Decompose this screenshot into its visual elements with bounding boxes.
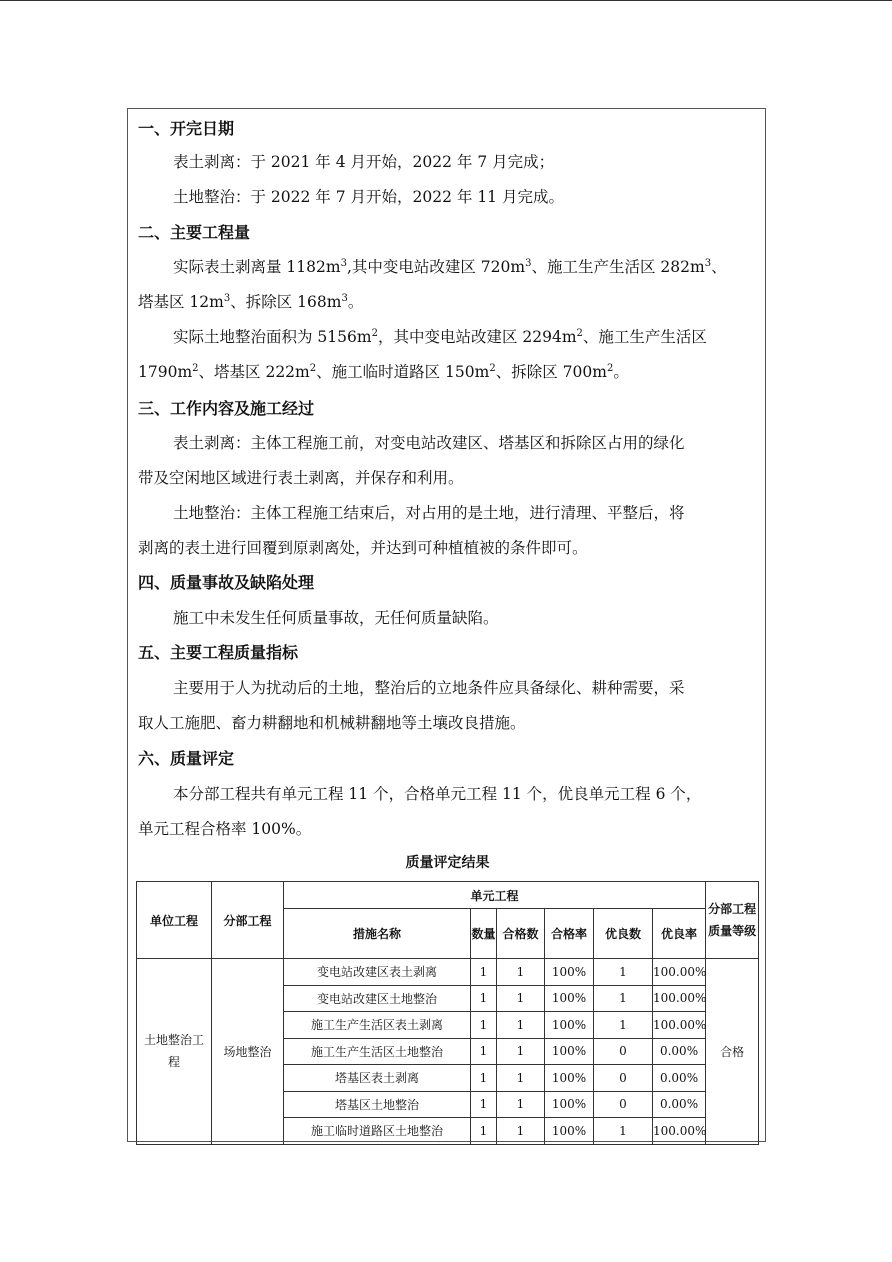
cell-count: 1 — [471, 959, 497, 986]
section-4-heading: 四、质量事故及缺陷处理 — [138, 573, 315, 592]
paragraph-line: 本分部工程共有单元工程 11 个，合格单元工程 11 个，优良单元工程 6 个， — [173, 785, 702, 803]
paragraph-line: 塔基区 $12m^3$、拆除区 $168m^3$。 — [138, 293, 364, 311]
cell-sub-project: 场地整治 — [212, 959, 284, 1145]
cell-pass: 1 — [497, 1065, 545, 1092]
section-2-heading: 二、主要工程量 — [138, 223, 251, 242]
cell-pass-rate: 100% — [545, 1091, 594, 1118]
cell-pass-rate: 100% — [545, 1012, 594, 1039]
paragraph-line: 实际表土剥离量 $1182m^3$,其中变电站改建区 $720m^3$、施工生产生活区 $282m^3$、 — [173, 258, 727, 276]
cell-measure: 施工生产生活区表土剥离 — [284, 1012, 471, 1039]
paragraph-line: $1790m^2$、塔基区 $222m^2$、施工临时道路区 $150m^2$、拆除区 $700m^2$。 — [138, 363, 629, 381]
cell-count: 1 — [471, 1012, 497, 1039]
paragraph-line: 施工中未发生任何质量事故，无任何质量缺陷。 — [173, 609, 499, 627]
cell-measure: 变电站改建区土地整治 — [284, 985, 471, 1012]
table-body — [137, 959, 759, 1145]
cell-excellent-rate: 0.00% — [653, 1065, 706, 1092]
cell-excellent-rate: 100.00% — [653, 1012, 706, 1039]
table-caption: 质量评定结果 — [405, 855, 490, 871]
header-count: 数量 — [471, 909, 497, 959]
section-1-heading: 一、开完日期 — [138, 119, 235, 138]
cell-pass: 1 — [497, 1091, 545, 1118]
section-4-body — [138, 601, 793, 636]
cell-excellent-rate: 0.00% — [653, 1091, 706, 1118]
cell-pass-rate: 100% — [545, 1118, 594, 1145]
table-row — [137, 959, 759, 986]
section-3-body — [138, 426, 758, 566]
section-5-heading: 五、主要工程质量指标 — [138, 643, 299, 662]
paragraph-line: 土地整治：主体工程施工结束后，对占用的是土地，进行清理、平整后，将 — [173, 504, 685, 522]
header-measure: 措施名称 — [284, 909, 471, 959]
paragraph-line: 实际土地整治面积为 $5156m^2$，其中变电站改建区 $2294m^2$、施工生产生活区 — [173, 328, 707, 346]
cell-pass: 1 — [497, 1118, 545, 1145]
section-1-body — [138, 145, 793, 215]
cell-pass-rate: 100% — [545, 1065, 594, 1092]
report-frame — [127, 108, 766, 1142]
paragraph: 表土剥离：于 2021 年 4 月开始，2022 年 7 月完成； — [173, 153, 555, 171]
header-grade: 分部工程质量等级 — [706, 882, 759, 959]
cell-pass-rate: 100% — [545, 985, 594, 1012]
cell-pass-rate: 100% — [545, 1038, 594, 1065]
cell-excellent-rate: 100.00% — [653, 1118, 706, 1145]
cell-count: 1 — [471, 1118, 497, 1145]
cell-count: 1 — [471, 1065, 497, 1092]
paragraph: 土地整治：于 2022 年 7 月开始，2022 年 11 月完成。 — [173, 188, 564, 206]
cell-pass: 1 — [497, 959, 545, 986]
section-2-body — [138, 250, 758, 390]
section-5-body — [138, 671, 758, 741]
cell-excellent-rate: 100.00% — [653, 959, 706, 986]
cell-grade: 合格 — [706, 959, 759, 1145]
cell-excellent-rate: 100.00% — [653, 985, 706, 1012]
section-6-body — [138, 777, 758, 847]
cell-excellent: 1 — [594, 985, 653, 1012]
cell-excellent: 1 — [594, 1012, 653, 1039]
cell-measure: 塔基区表土剥离 — [284, 1065, 471, 1092]
header-unit-project: 单位工程 — [137, 882, 212, 959]
page-top-border — [0, 0, 892, 1]
header-pass-rate: 合格率 — [545, 909, 594, 959]
paragraph-line: 取人工施肥、畜力耕翻地和机械耕翻地等土壤改良措施。 — [138, 714, 526, 732]
cell-pass: 1 — [497, 1012, 545, 1039]
cell-pass-rate: 100% — [545, 959, 594, 986]
cell-pass: 1 — [497, 1038, 545, 1065]
cell-measure: 施工生产生活区土地整治 — [284, 1038, 471, 1065]
cell-excellent: 0 — [594, 1065, 653, 1092]
cell-measure: 塔基区土地整治 — [284, 1091, 471, 1118]
cell-excellent: 0 — [594, 1091, 653, 1118]
header-pass: 合格数 — [497, 909, 545, 959]
cell-count: 1 — [471, 1038, 497, 1065]
section-6-heading: 六、质量评定 — [138, 749, 235, 768]
paragraph-line: 剥离的表土进行回覆到原剥离处，并达到可种植植被的条件即可。 — [138, 539, 588, 557]
cell-measure: 变电站改建区表土剥离 — [284, 959, 471, 986]
quality-assessment-table — [136, 881, 759, 1145]
paragraph-line: 主要用于人为扰动后的土地，整治后的立地条件应具备绿化、耕种需要，采 — [173, 679, 685, 697]
header-element-project: 单元工程 — [284, 882, 706, 909]
cell-pass: 1 — [497, 985, 545, 1012]
section-3-heading: 三、工作内容及施工经过 — [138, 399, 315, 418]
cell-measure: 施工临时道路区土地整治 — [284, 1118, 471, 1145]
cell-excellent-rate: 0.00% — [653, 1038, 706, 1065]
paragraph-line: 单元工程合格率 100%。 — [138, 820, 312, 838]
paragraph-line: 带及空闲地区域进行表土剥离，并保存和利用。 — [138, 469, 464, 487]
header-sub-project: 分部工程 — [212, 882, 284, 959]
cell-excellent: 1 — [594, 959, 653, 986]
cell-unit-project: 土地整治工程 — [137, 959, 212, 1145]
paragraph-line: 表土剥离：主体工程施工前，对变电站改建区、塔基区和拆除区占用的绿化 — [173, 434, 685, 452]
cell-count: 1 — [471, 985, 497, 1012]
cell-count: 1 — [471, 1091, 497, 1118]
header-excellent: 优良数 — [594, 909, 653, 959]
header-excellent-rate: 优良率 — [653, 909, 706, 959]
cell-excellent: 0 — [594, 1038, 653, 1065]
cell-excellent: 1 — [594, 1118, 653, 1145]
